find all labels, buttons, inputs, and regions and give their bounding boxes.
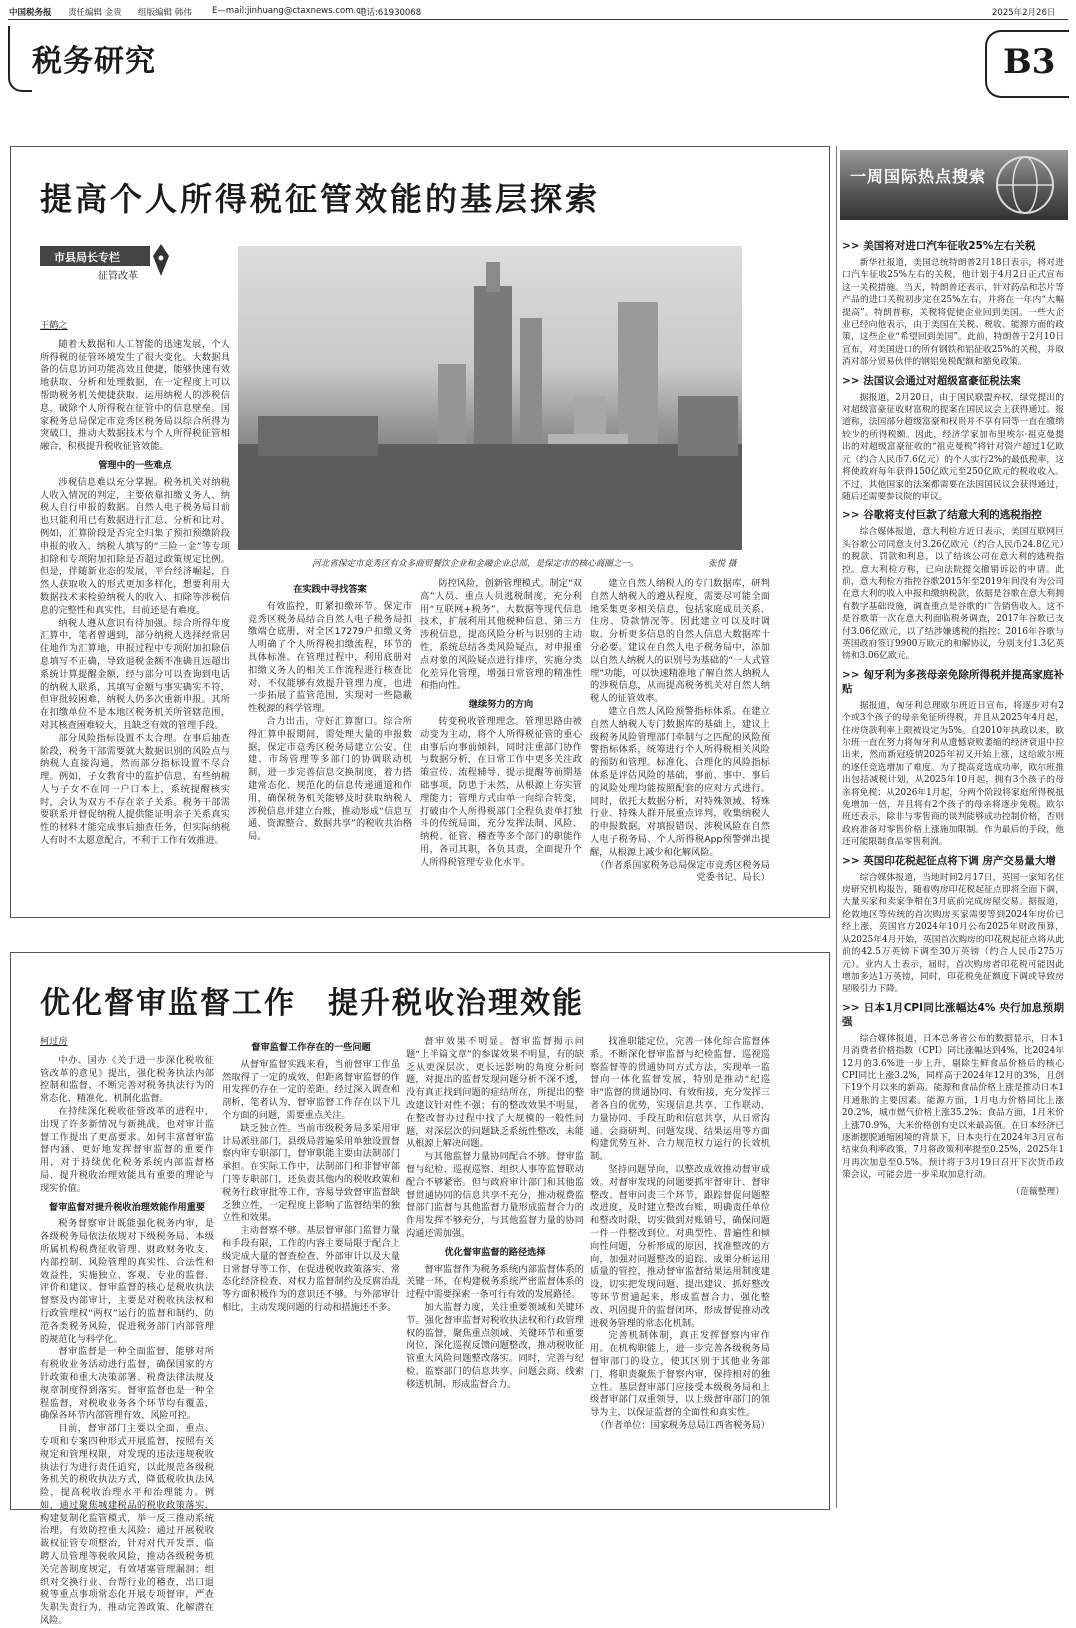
paragraph: 中办、国办《关于进一步深化税收征管改革的意见》提出，强化税务执法内部控制和监督，不断完善对税务执法行为的常态化、精准化、机制化监督。 — [40, 1054, 214, 1105]
article2-column-1 — [40, 1036, 214, 1627]
paragraph: 加大监督力度，关注重要领域和关键环节。强化督审监督对税收执法权和行政管理权的监督，聚焦重点领域、关键环节和重要岗位，深化巡视反馈问题整改，推动税收征管重大风险问题整改落实。同时，完善与纪检、监察部门的信息共享、问题会商、线索移送机制，形成监督合力。 — [406, 1301, 584, 1390]
paragraph: 督审监督是一种全面监督，能够对所有税收业务活动进行监督，确保国家的方针政策和重大决策部署、税费法律法规及规章制度得到落实。督审监督也是一种全程监督，对税收业务各个环节均有覆盖，确保各环节内部管理有效、风险可控。 — [40, 1346, 214, 1422]
header-rule — [8, 19, 1068, 20]
editor-phone: 电话:61930068 — [358, 8, 422, 18]
news-title: >> 匈牙利为多孩母亲免除所得税并提高家庭补贴 — [842, 668, 1064, 695]
article2-column-2 — [222, 1036, 400, 1498]
subheading: 督审监督工作存在的一些问题 — [251, 1042, 371, 1053]
page-number: B3 — [1003, 42, 1056, 82]
article2-column-4 — [590, 1036, 770, 1498]
paragraph: 与其他监督力量协同配合不够。督审监督与纪检、巡视巡察、组织人事等监督联动配合不够紧密。但与政府审计部门和其他监督贯通协同的信息共享不充分，推动税费监督部门监督与其他监督力量形成监督合力的作用发挥不够充分，与其他监督力量的协同沟通还需加强。 — [406, 1151, 584, 1239]
issue-date: 2025年2月26日 — [992, 8, 1056, 18]
paragraph: 转变税收管理理念。管理思路由被动变为主动，将个人所得税征管的重心由事后向事前倾斜，同时注重部门协作与数据分析，在日常工作中更多关注政策宣传、流程辅导、提示提醒等前期基础事项，防患于未然，从根源上夯实管理能力；管理方式由单一向综合转变，打破由个人所得税部门全程负责单打独斗的传统局面，充分发挥法制、风险、纳税、征管、稽查等多个部门的职能作用，各司其职，各负其责，全面提升个人所得税管理专业化水平。 — [420, 715, 582, 868]
responsible-editor: 责任编辑 金贵 — [68, 8, 122, 18]
article1-author: 王鹤之 — [40, 320, 68, 331]
paragraph: 找准职能定位，完善一体化综合监督体系。不断深化督审监督与纪检监督、巡视巡察监督等的贯通协同方式方法，实现单一监督向一体化监督发展，特别是推动“纪巡审”监督的贯通协同、有效衔接，充分发挥三者各自的优势，实现信息共享、工作联动、力量协同、手段互助和信息共享，从日常沟通、会商研判、问题发现、结果运用等方面构建优势互补、合力规范权力运行的长效机制。 — [590, 1036, 770, 1163]
photo-caption: 河北省保定市竞秀区有众多商贸餐饮企业和金融企业总部，是保定市的核心商圈之一。 — [312, 559, 639, 569]
news-title: >> 谷歌将支付巨款了结意大利的逃税指控 — [842, 509, 1042, 522]
news-body: 综合媒体报道，日本总务省公布的数据显示，日本1月消费者价格指数（CPI）同比涨幅达到4%，比2024年12月的3.6%进一步上升，剔除生鲜食品价格后的核心CPI同比上涨3.2%，同样高于2024年12月的3%，且创下19个月以来的新高。能源和食品价格上涨是推动日本1月通胀的主要因素。能源方面，1月电力价格同比上涨20.2%，城市燃气价格上涨35.2%；食品方面，1月米价上涨70.9%，大米价格创有史以来最高值。在日本经济已逐渐摆脱通缩困境的背景下，日本央行在2024年3月宣布结束负利率政策，7月将政策利率提至0.25%，2025年1月再次加息至0.5%。预计将于3月19日召开下次货币政策会议，可能会进一步采取加息行动。 — [842, 1033, 1064, 1181]
article1-column-3 — [420, 578, 582, 906]
news-item — [842, 668, 1064, 849]
subheading: 督审监督对提升税收治理效能作用重要 — [48, 1201, 206, 1213]
news-title: >> 法国议会通过对超级富豪征税法案 — [842, 374, 1021, 387]
subheading: 优化督审监督的路径选择 — [444, 1246, 546, 1258]
column-name: 市县局长专栏 — [54, 251, 120, 264]
news-body: 新华社报道，美国总统特朗普2月18日表示，将对进口汽车征收25%左右的关税，他计划于4月2日正式宣布这一关税措施。当天，特朗普还表示，针对药品和芯片等产品的进口关税初步定在25%左右，并将在一年内“大幅提高”。特朗普称，关税将促使企业回到美国。一些大企业已经向他表示，由于美国在关税、税收、能源方面的政策，这些企业“希望回到美国”。此前，特朗普于2月10日宣布，对美国进口的所有钢铁和铝征收25%的关税，并取消对部分贸易伙伴的钢铝免税配额和豁免政策。 — [842, 258, 1064, 368]
news-body: 综合媒体报道，当地时间2月17日，英国一家知名住房研究机构报告，随着购房印花税起征点即将全面下调，大量买家和卖家争相在3月底前完成房屋交易。据报道，伦敦地区等传统的首次购房买家需要等到2024年房价已经上涨，英国官方2024年10月公布2025年财政预算，从2025年4月开始，英国首次购房的印花税起征点将从此前的42.5万英镑下调至30万英镑（约合人民币275万元）。业内人士表示，届时，首次购房者印花税可能因此增加多达1万英镑，同时，印花税免征额度下调或导致房屋吸引力下降。 — [842, 872, 1064, 995]
article1-column-1 — [40, 320, 230, 906]
layout-editor: 组版编辑 韩伟 — [138, 8, 192, 18]
sidebar-banner-title: 一周国际热点搜索 — [850, 167, 987, 186]
sidebar-news-list — [842, 234, 1064, 1506]
editor-email: E—mail:jinhuang@ctaxnews.com.cn — [212, 6, 367, 16]
sidebar-banner — [840, 150, 1068, 220]
news-item — [842, 854, 1064, 996]
paragraph: 建立自然人风险预警指标体系。在建立自然人纳税人专门数据库的基础上，建议上级税务风险管理部门牵制与之匹配的风险预警指标体系，统筹进行个人所得税相关风险的预防和管理。标准化、合理化的风险指标体系是评估风险的基础，事前、事中、事后的风险处理均能按照配套的应对方式进行。同时，依托大数据分析，对特殊领域、特殊行业、特殊人群开展重点评判，收集纳税人的申报数据，对填报错误、涉税风险在自然人电子税务局、个人所得税App预警弹出提醒，从根源上减少和化解风险。 — [590, 705, 770, 858]
paragraph: 防控风险，创新管理模式。制定“双高”人员、重点人员逃税制度，充分利用“互联网+税务”、大数据等现代信息技术，扩展利用其他税种信息、第三方涉税信息，提高风险分析与识别的主动性，系统总结各类风险疑点，对申报重点对象的风险疑点进行排序，实施分类化差异化管理，增强日常管理的精准性和指向性。 — [420, 578, 582, 692]
globe-icon — [990, 154, 1060, 216]
paragraph: 在持续深化税收征管改革的进程中，出现了许多新情况与新挑战，也对审计监督工作提出了更高要求。如何丰富督审监督内涵、更好地发挥督审监督的重要作用，对于持续优化税务系统内部监督格局、提升税收治理效能具有重要的理论与现实价值。 — [40, 1105, 214, 1194]
author-note: （作者系国家税务总局保定市竞秀区税务局党委书记、局长） — [595, 859, 770, 884]
news-item — [842, 239, 1064, 369]
paragraph: 纳税人遵从意识有待加强。综合所得年度汇算中，笔者曾遇到，部分纳税人选择经常居住地作为汇算地，申报过程中专项附加扣除信息填写不正确，导致退税金额不准确且远超出系统计算提醒金额，经与部分可以查询到电话的纳税人联系，其填写金额与事实确实不符，但审批较困难，纳税人仍多次重新申报。其所在扣缴单位不是本地区税务机关所管辖范围，对其核查困难较大，且缺乏有效的管理手段。 — [40, 617, 230, 731]
paragraph: 完善机制体制，真正发挥督察内审作用。在机构职能上，进一步完善各级税务局督审部门的设立，使其区别于其他业务部门，将职责聚焦于督察内审，保持相对的独立性。基层督审部门应接受本级税务局和上级督审部门双重领导，以上级督审部门的领导为主，以保证监督的全面性和真实性。 — [590, 1330, 770, 1419]
paragraph: 坚持问题导向，以整改成效推动督审成效。对督审发现的问题要抓牢督审计、督审整改、督审问责三个环节，跟踪督促问题整改进度，及时建立整改台账，明确责任单位和整改时限，切实做到对账销号，确保问题一件一件整改到位。对典型性、普遍性和倾向性问题，分析形成的原因，找准整改的方向，加强对问题整改的追踪、成果分析运用质量的管控，推动督审监督结果运用制度建设，切实把发现问题、提出建议、抓好整改等环节贯通起来，形成监督合力、强化整改、巩固提升的监督闭环，形成督促推动改进税务管理的常态化机制。 — [590, 1163, 770, 1329]
news-title: >> 美国将对进口汽车征收25%左右关税 — [842, 240, 1036, 252]
article1-column-2 — [248, 578, 412, 906]
news-body: 综合媒体报道，意大利检方近日表示，美国互联网巨头谷歌公司同意支付3.26亿欧元（约合人民币24.8亿元）的税款、罚款和利息，以了结该公司在意大利的逃税指控。意大利检方称，已向法院提交撤销诉讼的申请。此前，意大利检方指控谷歌2015年至2019年间没有为公司在意大利的收入申报和缴纳税款，依据是谷歌在意大利拥有数字基础设施，调查重点是谷歌的广告销售收入。这不是谷歌第一次在意大利面临税务调查，2017年谷歌已支付3.06亿欧元，以了结涉嫌逃税的指控；2016年谷歌与英国政府签订9900万欧元的和解协议，分别支付1.3亿英镑和3.06亿欧元。 — [842, 527, 1064, 662]
paragraph: 涉税信息难以充分掌握。税务机关对纳税人收入情况的判定，主要依靠扣缴义务人、纳税人自行申报的数据。自然人电子税务局目前也只能利用已有数据进行汇总、分析和比对。例如，汇算阶段是否完全归集了预扣预缴阶段申报的收入、纳税人填写的“三险一金”等专项扣除和专项附加扣除是否超过政策规定比例。但是，伴随新业态的发展，平台经济崛起，自然人获取收入的形式更加多样化，想要利用大数据技术来检验纳税人的收入、扣除等涉税信息的完整性和真实性，目前还是有难度。 — [40, 476, 230, 616]
paragraph: 缺乏独立性。当前市级税务局多采用审计局派驻部门，县级局普遍采用单独设置督察内审专职部门，督审职能主要由法制部门承担。在实际工作中，法制部门和非督审部门等专职部门，还负责其他内的税收政策和税务行政审批等工作，容易导致督审监督缺乏独立性，一定程度上影响了监督结果的独立性和效果。 — [222, 1122, 400, 1224]
paragraph: 随着大数据和人工智能的迅速发展，个人所得税的征管环境发生了很大变化。大数据具备的信息访问功能高效且便捷，能够快速有效地获取、分析和处理数据，在一定程度上可以帮助税务机关便捷获取、运用纳税人的涉税信息，破除个人所得税在征管中的信息壁垒。国家税务总局保定市竞秀区税务局以综合所得为突破口，推动大数据技术与个人所得税征管相融合，积极提升税收征管效能。 — [40, 338, 230, 453]
fountain-pen-icon — [150, 242, 172, 278]
news-title: >> 英国印花税起征点将下调 房产交易量大增 — [842, 854, 1056, 867]
section-title: 税务研究 — [32, 44, 156, 79]
paragraph: 部分风险指标设置不太合理。在事后抽查阶段，税务干部需要就大数据识别的风险点与纳税人直接沟通，然而部分指标设置不尽合理。例如，子女教育中的监护信息，有些纳税人与子女不在同一户口本上，系统提醒核实时，会认为双方不存在亲子关系。税务干部需要联系并督促纳税人提供能证明亲子关系真实性的材料才能完成事后抽查任务，但实际纳税人有时不太愿意配合，不利于工作有效推进。 — [40, 732, 230, 847]
subheading: 在实践中寻找答案 — [293, 584, 367, 595]
section-bracket — [8, 26, 32, 92]
paragraph: 目前，督审部门主要以全面、重点、专项和专案四种形式开展监督，按照有关规定和管理权限，对发现的违法违规税收执法行为进行责任追究，以此规范各级税务机关的税收执法方式，降低税收执法风险，提高税收治理水平和治理能力。例如，通过聚焦城建税品的税收政策落实，构建复制化监管模式，举一反三推动系统治理，有效防控重大风险；通过开展税收裁权征管专项整治，针对对代开发票、临聘人员管理等税收风险，推动各级税务机关完善制度规定，有效堵塞管理漏洞；组织对交换行业、台帮行业的稽查，出口退税等重点事项常态化开展专项督审，严查失职失责行为，推动完善政策、化解潜在风险。 — [40, 1423, 214, 1627]
column-subtitle: 征管改革 — [98, 271, 138, 282]
author-note: （作者单位：国家税务总局江西省税务局） — [595, 1419, 770, 1431]
masthead-paper-name: 中国税务报 — [9, 8, 52, 18]
news-title: >> 日本1月CPI同比涨幅达4% 央行加息预期强 — [842, 1001, 1064, 1028]
column-badge — [40, 246, 168, 280]
paragraph: 主动督察不够。基层督审部门监督力量和手段有限，工作的内容主要局限于配合上级完成大量的督查检查、外部审计以及大量日常督导等工作，在促进税收政策落实、常态化经济检查、对权力监督制约及反腐治乱等方面积极作为的意识还不够。与外部审计相比，主动发现问题的行动和措施还不多。 — [222, 1225, 400, 1313]
news-item — [842, 508, 1064, 662]
subheading: 继续努力的方向 — [468, 699, 534, 711]
article2-column-3 — [406, 1036, 584, 1498]
news-body: 据报道，2月20日，由于国民联盟弃权，绿党提出的对超级富豪征收财富税的提案在国民议会上获得通过。报道称，法国部分超级富豪和权贵并不享有同等一直在缴纳较少的所得税额。因此，经济学家加布里埃尔·祖克曼提出的对超级富豪征收的“祖克曼税”将针对资产超过1亿欧元（约合人民币7.6亿元）的个人实行2%的最低税率，这将使政府每年获得150亿欧元至250亿欧元的税收收入。不过，其他国家的法案都需要在法国国民议会获得通过，随后还需要参议院的审议。 — [842, 392, 1064, 502]
subheading: 管理中的一些难点 — [98, 459, 172, 471]
article1-title: 提高个人所得税征管效能的基层探索 — [40, 180, 601, 218]
news-item — [842, 374, 1064, 504]
paragraph: 有效监控，盯紧扣缴环节。保定市竞秀区税务局结合自然人电子税务局扣缴端仓底册，对全区17279户扣缴义务人明确了个人所得税扣缴流程，环节的具体标准。在管理过程中，利用底册对扣缴义务人的相关工作流程进行核查比对，不仅能够有效提升管理力度，也进一步拓展了监管范围，实现对一些隐蔽性税源的科学管理。 — [248, 600, 412, 715]
paragraph: 从督审监督实践来看，当前督审工作虽然取得了一定的成效，但距离督审监督的作用发挥仍存在一定的差距。经过深入调查和剖析，笔者认为，督审监督工作存在以下几个方面的问题，需要重点关注。 — [222, 1058, 400, 1121]
paragraph: 建立自然人纳税人的专门数据库，研判自然人纳税人的遵从程度，需要尽可能全面地采集更多相关信息，包括家庭成员关系、住房、贷款情况等。因此建立可以及时调取、分析更多信息的自然人信息大数据库十分必要。建议在自然人电子税务局中，添加以自然人纳税人的识别号为基础的“一人式管理”功能，可以快速精准地了解自然人纳税人的涉税信息，从而提高税务机关对自然人纳税人的征管效率。 — [590, 578, 770, 705]
compiler-sign: （范薇整理） — [1011, 1186, 1064, 1197]
article1-photo — [238, 246, 742, 550]
news-item — [842, 1001, 1064, 1198]
article2-author: 柯过房 — [40, 1036, 68, 1047]
article1-column-4 — [590, 578, 770, 906]
paragraph: 督审效果不明显。督审监督揭示问题“上半篇文章”的参谋效果不明显，有的缺乏从更深层次、更长远影响的角度分析问题，对提出的监督发现问题分析不深不透，没有真正找到问题的症结所在，所提出的整改建议针对性不强；有的整改效果不明显，在整改督办过程中找了大规模的一般性问题，对深层次的问题缺乏系统性整改，未能从根源上解决问题。 — [406, 1036, 584, 1150]
paragraph: 督审监督作为税务系统内部监督体系的关键一环，在构建税务系统严密监督体系的过程中需要探索一条可行有效的发展路径。 — [406, 1263, 584, 1301]
article2-title: 优化督审监督工作 提升税收治理效能 — [40, 986, 584, 1021]
news-body: 据报道，匈牙利总理欧尔班近日宣布，将逐步对有2个或3个孩子的母亲免征所得税，并且从2025年4月起，住房贷款利率上限被设定为5%。自2010年执政以来，欧尔班一直在努力将匈牙利从遗憾衰败萎缩的经济衰退中拉出来，然而新冠疫情2025年初又开始上涨，这给欧尔班的逐任竞选增加了难度。为了提高竞选成功率，欧尔班推出包括减税计划，从2025年10月起，拥有3个孩子的母亲将免税；从2026年1月起，分两个阶段将家庭所得税抵免增加一倍，并且将有2个孩子的母亲将逐步免税。欧尔班还表示，除非与零售商的谈判能够成功控制价格，否则政府准备对零售价格上涨施加限制。作为最后的手段，他还可能限制食品零售利润。 — [842, 700, 1064, 848]
paragraph: 税务督察审计既能强化税务内审，是各级税务局依法依规对下级税务局、本级所属机构税费征收管理、财政财务收支、内部控制、风险管理的真实性、合法性和效益性，实施独立、客观、专业的监督、评价和建议。督审监督的核心是税收执法督察及内部审计，主要是对税收执法权和行政管理权“两权”运行的监督和制约，防范各类税务风险，促进税务部门内部管理的规范化与科学化。 — [40, 1218, 214, 1345]
paragraph: 合力出击，守好汇算窗口。综合所得汇算申报期间，需处理大量的申报数据，保定市竞秀区税务局建立公安、住建、市场管理等多部门的协调联动机制，进一步完善信息交换制度，着力搭建常态化、规范化的信息传递通道和作用，确保税务机关能够及时获取纳税人涉税信息并建立台账，推动形成“信息互通、资源整合、数据共享”的税收共治格局。 — [248, 715, 412, 843]
photo-credit: 张悦 摄 — [708, 559, 737, 569]
